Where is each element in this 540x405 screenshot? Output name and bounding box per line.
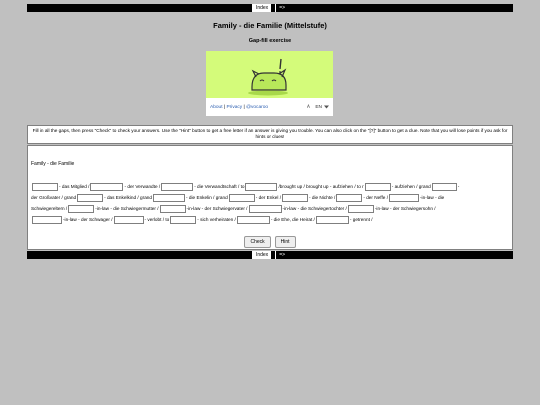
gap-text: der Großvater / grand xyxy=(31,195,77,200)
gap-text: - getrennt / xyxy=(349,217,373,222)
mascot-icon xyxy=(246,57,294,99)
gap-input[interactable] xyxy=(32,183,58,191)
gap-input[interactable] xyxy=(348,205,374,213)
gap-input[interactable] xyxy=(153,194,185,202)
gap-input[interactable] xyxy=(336,194,362,202)
gap-line-2 xyxy=(31,193,509,202)
gap-text: - die Nichte / xyxy=(309,195,336,200)
gap-text: - aufziehen / grand xyxy=(391,184,431,189)
top-navbar xyxy=(27,4,513,12)
translate-icon xyxy=(307,104,313,110)
gap-input[interactable] xyxy=(77,194,103,202)
about-link[interactable]: About xyxy=(210,104,223,110)
gap-text: - das Enkelkind / grand xyxy=(104,195,153,200)
gap-input[interactable] xyxy=(229,194,255,202)
index-link[interactable]: Index xyxy=(252,4,271,12)
page-subtitle: Gap-fill exercise xyxy=(248,38,292,44)
gap-line-4 xyxy=(31,215,509,224)
next-link[interactable]: => xyxy=(275,4,288,12)
check-button[interactable]: Check xyxy=(244,236,270,248)
next-link[interactable]: => xyxy=(275,251,288,259)
hint-button[interactable]: Hint xyxy=(275,236,296,248)
gap-input[interactable] xyxy=(90,183,123,191)
gap-input[interactable] xyxy=(237,216,270,224)
gap-text: - xyxy=(457,184,460,189)
instructions-box: Fill in all the gaps, then press "Check" to check your answers. Use the "Hint" button to get a free letter if an answer is giving you trouble. You can also click on the "[?]" button to get a clue. Note that you will lose points if you ask for hints or clues! xyxy=(27,125,513,144)
vocaroo-link[interactable]: @vocaroo xyxy=(246,104,269,110)
gap-input[interactable] xyxy=(161,183,193,191)
gap-input[interactable] xyxy=(245,183,277,191)
gap-text: Schwiegereltern / xyxy=(31,206,68,211)
language-selector[interactable] xyxy=(307,104,329,110)
gap-text: -in-law - der Schwiegervater / xyxy=(186,206,248,211)
privacy-link[interactable]: Privacy xyxy=(226,104,243,110)
gap-text: - das Mitglied / xyxy=(59,184,90,189)
gap-text: - die Verwandtschaft / to xyxy=(194,184,245,189)
gap-text: - verlobt / to xyxy=(144,217,170,222)
gap-text: -in-law - die xyxy=(420,195,445,200)
ad-sep: | xyxy=(222,104,227,110)
gap-input[interactable] xyxy=(282,194,308,202)
gap-text: - sich verheiraten / xyxy=(197,217,236,222)
action-buttons xyxy=(28,236,512,248)
gap-input[interactable] xyxy=(114,216,144,224)
gap-line-3 xyxy=(31,204,509,213)
gap-text: -in-law - die Schwiegermutter / xyxy=(95,206,159,211)
gap-text: /brought up / brought up - aufziehen / to r xyxy=(278,184,364,189)
svg-text:A: A xyxy=(307,104,311,110)
gap-text: - der Enkel / xyxy=(255,195,282,200)
ad-banner xyxy=(206,51,333,116)
ad-sep: | xyxy=(242,104,247,110)
gap-text: - der Verwandte / xyxy=(124,184,161,189)
gap-text: -in-law - der Schwiegersohn / xyxy=(374,206,436,211)
exercise-title: Family - die Familie xyxy=(31,161,75,167)
gap-input[interactable] xyxy=(316,216,349,224)
gap-input[interactable] xyxy=(249,205,282,213)
gap-line-1 xyxy=(31,182,509,191)
gap-text: - die Ehe, die Heirat / xyxy=(270,217,315,222)
gap-input[interactable] xyxy=(432,183,457,191)
page-title: Family - die Familie (Mittelstufe) xyxy=(213,21,327,30)
gap-input[interactable] xyxy=(68,205,94,213)
index-link[interactable]: Index xyxy=(252,251,271,259)
chevron-down-icon xyxy=(324,105,329,109)
ad-links xyxy=(210,105,268,110)
gap-input[interactable] xyxy=(160,205,186,213)
gap-input[interactable] xyxy=(389,194,419,202)
gap-text: -in-law - die Schwiegertochter / xyxy=(282,206,347,211)
exercise-panel xyxy=(27,145,513,250)
bottom-navbar xyxy=(27,251,513,259)
gap-text: - der Neffe / xyxy=(363,195,388,200)
language-label: EN xyxy=(315,104,322,110)
gap-input[interactable] xyxy=(32,216,62,224)
gap-text: - die Enkelin / grand xyxy=(186,195,228,200)
gap-text: -in-law - der Schwager / xyxy=(63,217,113,222)
gap-input[interactable] xyxy=(365,183,391,191)
gap-input[interactable] xyxy=(170,216,196,224)
ad-footer xyxy=(206,98,333,116)
